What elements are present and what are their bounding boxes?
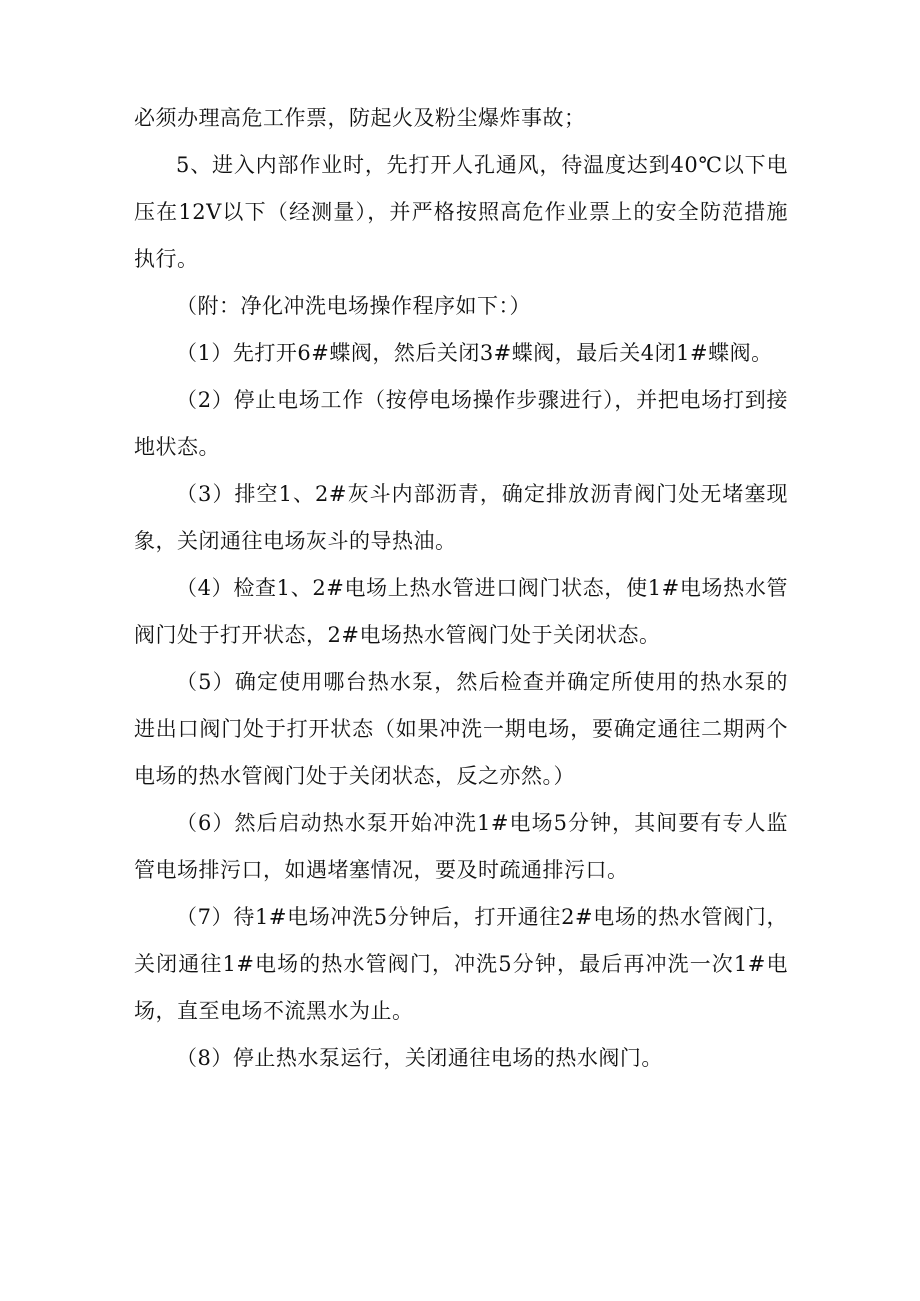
paragraph-appendix-heading: （附：净化冲洗电场操作程序如下：） [176,294,531,318]
paragraph-procedure-8: （8）停止热水泵运行，关闭通往电场的热水阀门。 [176,1046,663,1070]
paragraph-continuation: 必须办理高危工作票，防起火及粉尘爆炸事故； [134,106,586,130]
paragraph-step-5: 5、进入内部作业时，先打开人孔通风，待温度达到40℃以下电压在12V以下（经测量），并严格按照高危作业票上的安全防范措施执行。 [134,153,788,271]
paragraph-procedure-7: （7）待1#电场冲洗5分钟后，打开通往2#电场的热水管阀门，关闭通往1#电场的热水管阀门，冲洗5分钟，最后再冲洗一次1#电场，直至电场不流黑水为止。 [134,905,788,1023]
paragraph-procedure-5: （5）确定使用哪台热水泵，然后检查并确定所使用的热水泵的进出口阀门处于打开状态（如果冲洗一期电场，要确定通往二期两个电场的热水管阀门处于关闭状态，反之亦然。） [134,670,788,788]
document-body [134,95,788,1082]
paragraph-procedure-1: （1）先打开6#蝶阀，然后关闭3#蝶阀，最后关4闭1#蝶阀。 [176,341,773,365]
paragraph-procedure-6: （6）然后启动热水泵开始冲洗1#电场5分钟，其间要有专人监管电场排污口，如遇堵塞情况，要及时疏通排污口。 [134,811,788,882]
paragraph-procedure-2: （2）停止电场工作（按停电场操作步骤进行），并把电场打到接地状态。 [134,388,788,459]
paragraph-procedure-3: （3）排空1、2#灰斗内部沥青，确定排放沥青阀门处无堵塞现象，关闭通往电场灰斗的导热油。 [134,482,788,553]
paragraph-procedure-4: （4）检查1、2#电场上热水管进口阀门状态，使1#电场热水管阀门处于打开状态，2#电场热水管阀门处于关闭状态。 [134,576,788,647]
